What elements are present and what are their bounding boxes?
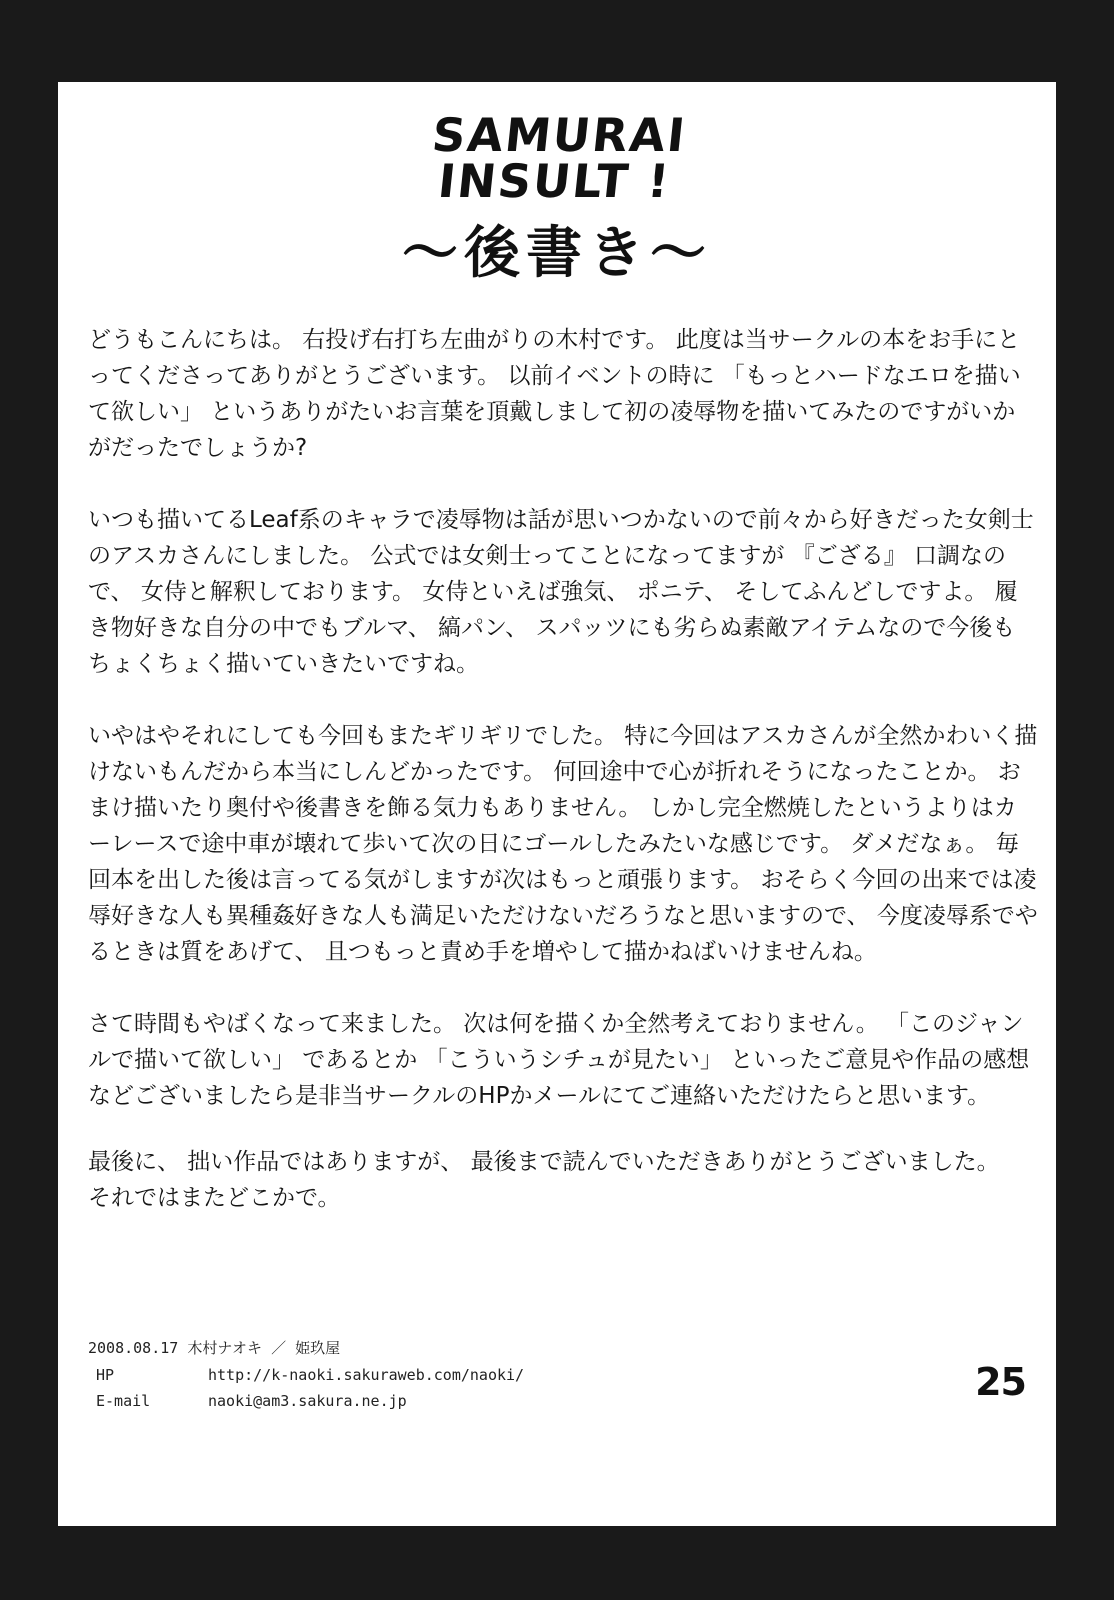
page-sheet [58,82,1056,1526]
page-number: 25 [975,1360,1026,1404]
signature: 2008.08.17 木村ナオキ ／ 姫玖屋 [88,1339,341,1357]
hp-label: HP [96,1366,115,1384]
afterword-body [88,322,1038,1252]
paragraph-3: いやはやそれにしても今回もまたギリギリでした。 特に今回はアスカさんが全然かわいく描けないもんだから本当にしんどかったです。 何回途中で心が折れそうになったことか。 おまけ描いたり奥付や後書きを飾る気力もありません。 しかし完全燃焼したというよりはカーレースで途中車が壊れて歩いて次の日にゴールしたみたいな感じです。 ダメだなぁ。 毎回本を出した後は言ってる気がしますが次はもっと頑張ります。 おそらく今回の出来では凌辱好きな人も異種姦好きな人も満足いただけないだろうなと思いますので、 今度凌辱系でやるときは質をあげて、 且つもっと責め手を増やして描かねばいけませんね。 [88,723,1038,965]
footer [88,1334,1028,1414]
paragraph-5: 最後に、 拙い作品ではありますが、 最後まで読んでいただきありがとうございました。 それではまたどこかで。 [88,1149,1000,1211]
paragraph-4: さて時間もやばくなって来ました。 次は何を描くか全然考えておりません。 「このジャンルで描いて欲しい」 であるとか 「こういうシチュが見たい」 といったご意見や作品の感想などございましたら是非当サークルのHPかメールにてご連絡いただけたらと思います。 [88,1011,1030,1109]
title-line-1: SAMURAI [429,108,690,162]
email-row [88,1388,1028,1414]
title-line-2: INSULT ! [435,154,674,208]
title-english [53,108,1061,208]
email-label: E-mail [96,1392,151,1410]
hp-row [88,1362,1028,1388]
hp-url: http://k-naoki.sakuraweb.com/naoki/ [208,1366,525,1384]
afterword-heading: 〜後書き〜 [402,220,712,286]
paragraph-2: いつも描いてるLeaf系のキャラで凌辱物は話が思いつかないので前々から好きだった女剣士のアスカさんにしました。 公式では女剣士ってことになってますが 『ござる』 口調なので、 女侍と解釈しております。 女侍といえば強気、 ポニテ、 そしてふんどしですよ。 履き物好きな自分の中でもブルマ、 縞パン、 スパッツにも劣らぬ素敵アイテムなので今後もちょくちょく描いていきたいですね。 [88,507,1034,677]
email-address: naoki@am3.sakura.ne.jp [208,1392,407,1410]
title-block [58,108,1056,286]
paragraph-1: どうもこんにちは。 右投げ右打ち左曲がりの木村です。 此度は当サークルの本をお手にとってくださってありがとうございます。 以前イベントの時に 「もっとハードなエロを描いて欲しい」 というありがたいお言葉を頂戴しまして初の凌辱物を描いてみたのですがいかがだったでしょうか? [88,327,1021,461]
